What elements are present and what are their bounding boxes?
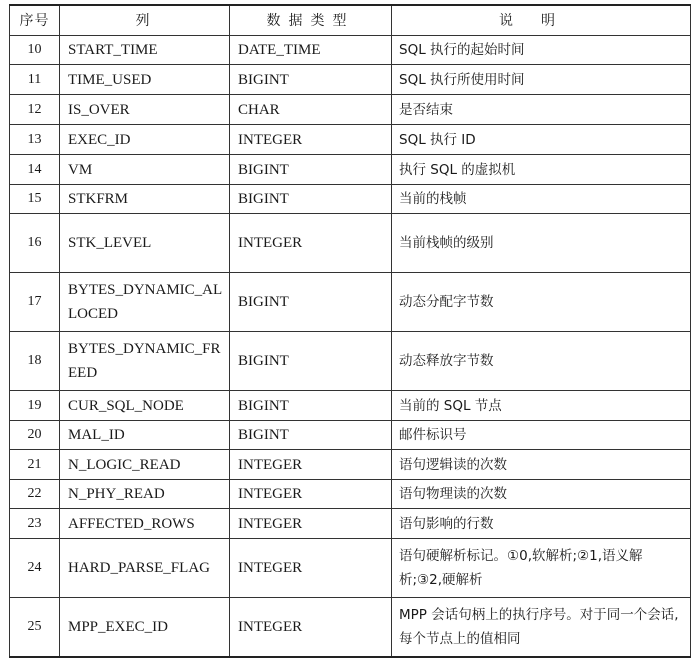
data-type: BIGINT [230, 391, 392, 421]
description: 语句硬解析标记。①0,软解析;②1,语义解析;③2,硬解析 [392, 539, 691, 598]
column-name: START_TIME [60, 36, 230, 65]
row-number: 19 [10, 391, 60, 421]
table-row [10, 273, 691, 332]
column-name: VM [60, 155, 230, 185]
description: SQL 执行 ID [392, 125, 691, 155]
table-row [10, 36, 691, 65]
column-name: MAL_ID [60, 421, 230, 450]
header-row [10, 5, 691, 36]
column-name: EXEC_ID [60, 125, 230, 155]
data-type: INTEGER [230, 125, 392, 155]
column-name: STK_LEVEL [60, 214, 230, 273]
data-type: BIGINT [230, 332, 392, 391]
description: SQL 执行的起始时间 [392, 36, 691, 65]
column-name: N_PHY_READ [60, 480, 230, 509]
data-type: BIGINT [230, 273, 392, 332]
table-row [10, 598, 691, 657]
table-row [10, 391, 691, 421]
row-number: 15 [10, 185, 60, 214]
description: 语句物理读的次数 [392, 480, 691, 509]
description: 执行 SQL 的虚拟机 [392, 155, 691, 185]
description: 动态分配字节数 [392, 273, 691, 332]
row-number: 18 [10, 332, 60, 391]
column-name: TIME_USED [60, 65, 230, 95]
column-name: BYTES_DYNAMIC_FREED [60, 332, 230, 391]
data-type: INTEGER [230, 450, 392, 480]
data-type: INTEGER [230, 509, 392, 539]
row-number: 13 [10, 125, 60, 155]
column-name: MPP_EXEC_ID [60, 598, 230, 657]
data-dictionary-table [9, 4, 691, 658]
description: 语句影响的行数 [392, 509, 691, 539]
column-name: IS_OVER [60, 95, 230, 125]
description: 邮件标识号 [392, 421, 691, 450]
column-name: BYTES_DYNAMIC_ALLOCED [60, 273, 230, 332]
description: 当前的 SQL 节点 [392, 391, 691, 421]
description: 是否结束 [392, 95, 691, 125]
description: 语句逻辑读的次数 [392, 450, 691, 480]
header-seq: 序号 [10, 5, 60, 36]
row-number: 16 [10, 214, 60, 273]
table-row [10, 421, 691, 450]
table-row [10, 332, 691, 391]
table-body [10, 36, 691, 657]
row-number: 12 [10, 95, 60, 125]
table-row [10, 214, 691, 273]
table-row [10, 155, 691, 185]
row-number: 14 [10, 155, 60, 185]
data-type: BIGINT [230, 421, 392, 450]
column-name: CUR_SQL_NODE [60, 391, 230, 421]
description: 当前栈帧的级别 [392, 214, 691, 273]
row-number: 22 [10, 480, 60, 509]
row-number: 11 [10, 65, 60, 95]
data-type: BIGINT [230, 65, 392, 95]
data-type: INTEGER [230, 480, 392, 509]
description: 动态释放字节数 [392, 332, 691, 391]
table-row [10, 65, 691, 95]
column-name: N_LOGIC_READ [60, 450, 230, 480]
header-description: 说明 [392, 5, 691, 36]
table-row [10, 125, 691, 155]
data-type: BIGINT [230, 185, 392, 214]
description: MPP 会话句柄上的执行序号。对于同一个会话,每个节点上的值相同 [392, 598, 691, 657]
header-column: 列 [60, 5, 230, 36]
table-row [10, 539, 691, 598]
data-type: DATE_TIME [230, 36, 392, 65]
table-row [10, 480, 691, 509]
data-type: INTEGER [230, 214, 392, 273]
header-data-type: 数据类型 [230, 5, 392, 36]
table-row [10, 509, 691, 539]
column-name: AFFECTED_ROWS [60, 509, 230, 539]
table-row [10, 450, 691, 480]
data-type: CHAR [230, 95, 392, 125]
data-type: BIGINT [230, 155, 392, 185]
column-name: STKFRM [60, 185, 230, 214]
row-number: 17 [10, 273, 60, 332]
description: 当前的栈帧 [392, 185, 691, 214]
table-row [10, 95, 691, 125]
row-number: 10 [10, 36, 60, 65]
row-number: 24 [10, 539, 60, 598]
table-row [10, 185, 691, 214]
row-number: 21 [10, 450, 60, 480]
data-type: INTEGER [230, 539, 392, 598]
description: SQL 执行所使用时间 [392, 65, 691, 95]
column-name: HARD_PARSE_FLAG [60, 539, 230, 598]
table-header [10, 5, 691, 36]
row-number: 25 [10, 598, 60, 657]
row-number: 20 [10, 421, 60, 450]
data-type: INTEGER [230, 598, 392, 657]
row-number: 23 [10, 509, 60, 539]
